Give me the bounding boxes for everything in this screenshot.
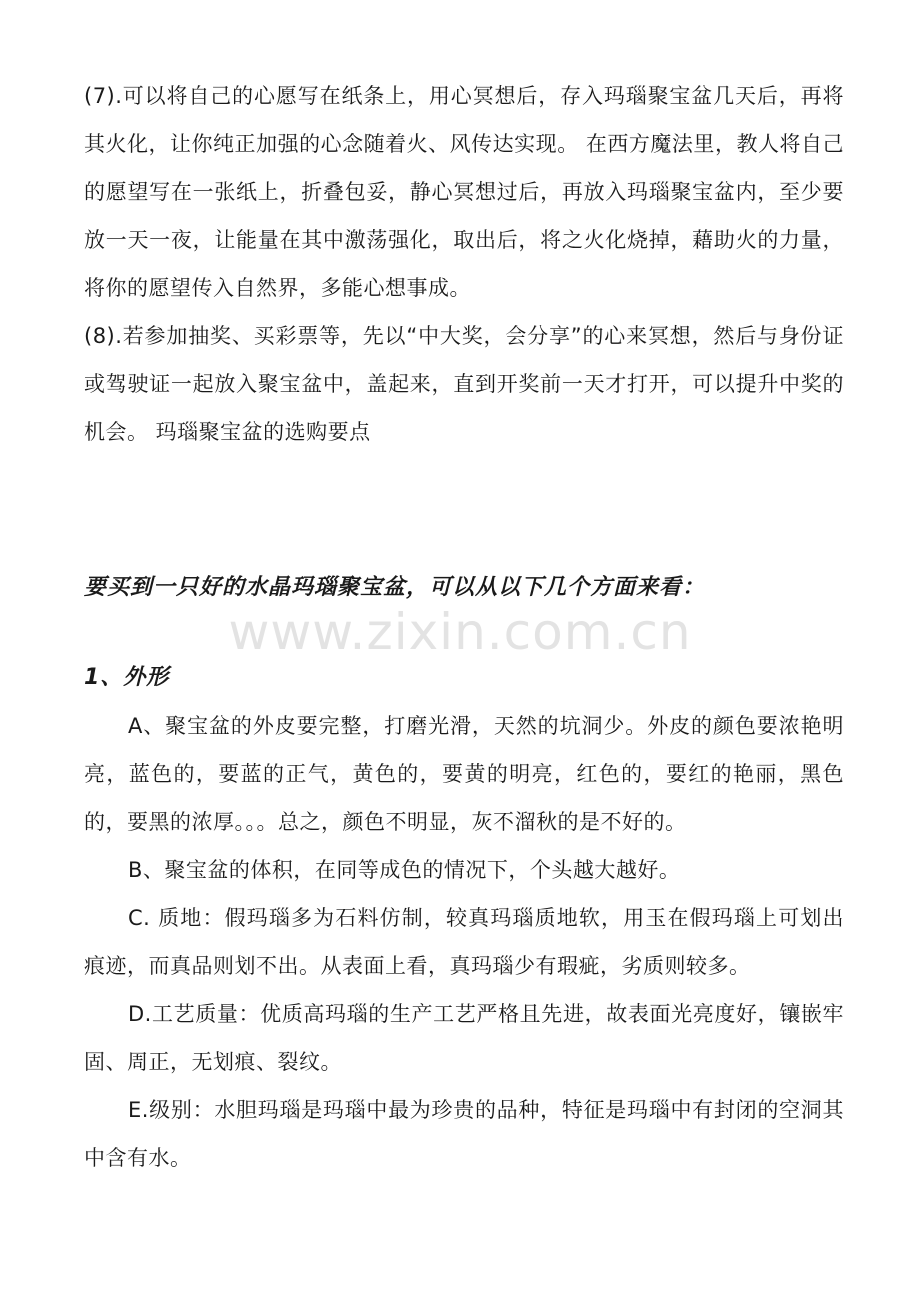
item-e: E.级别：水胆玛瑙是玛瑙中最为珍贵的品种，特征是玛瑙中有封闭的空洞其中含有水。 [84,1098,844,1170]
paragraph-7: (7).可以将自己的心愿写在纸条上，用心冥想后，存入玛瑙聚宝盆几天后，再将其火化，让你纯正加强的心念随着火、风传达实现。 在西方魔法里，教人将自己的愿望写在一张纸上，折叠包妥，静心冥想过后，再放入玛瑙聚宝盆内，至少要放一天一夜，让能量在其中激荡强化，取出后，将之火化烧掉，藉助火的力量，将你的愿望传入自然界，多能心想事成。 [84,84,844,300]
section-heading-shape: 1、外形 [84,665,170,690]
item-b: B、聚宝盆的体积，在同等成色的情况下，个头越大越好。 [128,858,681,882]
paragraph-8: (8).若参加抽奖、买彩票等，先以“中大奖，会分享”的心来冥想，然后与身份证或驾驶证一起放入聚宝盆中，盖起来，直到开奖前一天才打开，可以提升中奖的机会。 玛瑙聚宝盆的选购要点 [84,324,844,444]
item-c: C. 质地：假玛瑙多为石料仿制，较真玛瑙质地软，用玉在假玛瑙上可划出痕迹，而真品则划不出。从表面上看，真玛瑙少有瑕疵，劣质则较多。 [84,906,844,978]
item-a: A、聚宝盆的外皮要完整，打磨光滑，天然的坑洞少。外皮的颜色要浓艳明亮，蓝色的，要蓝的正气，黄色的，要黄的明亮，红色的，要红的艳丽，黑色的，要黑的浓厚。。。总之，颜色不明显，灰不溜秋的是不好的。 [84,714,844,834]
watermark-text: www.zixin.com.cn [228,603,692,661]
main-heading: 要买到一只好的水晶玛瑙聚宝盆，可以从以下几个方面来看： [84,575,706,600]
item-d: D.工艺质量：优质高玛瑙的生产工艺严格且先进，故表面光亮度好，镶嵌牢固、周正，无划痕、裂纹。 [84,1002,844,1074]
document-page [84,72,844,1182]
